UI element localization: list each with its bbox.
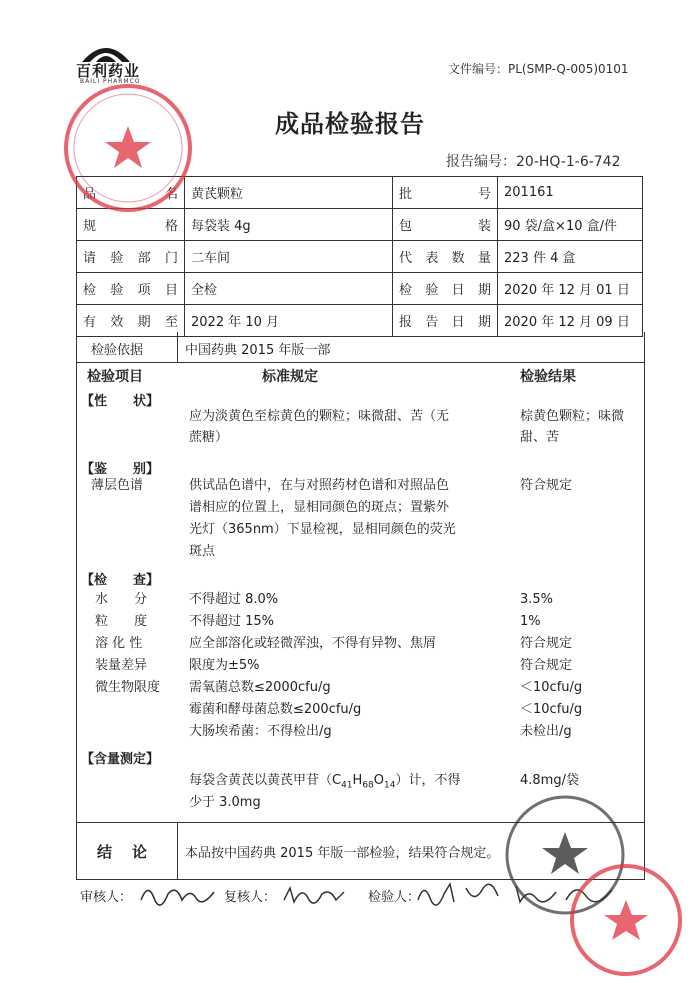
check-item-name: 水 分 (95, 592, 148, 607)
section-content: 【含量测定】 (81, 752, 160, 767)
dept-value: 二车间 (185, 241, 393, 273)
check-item-standard: 限度为±5% (189, 658, 260, 673)
tlc-standard-line1: 供试品色谱中，在与对照药材色谱和对照品色 (189, 478, 450, 493)
expiry-value: 2022 年 10 月 (185, 305, 393, 337)
assay-text: 每袋含黄芪以黄芪甲苷（C (189, 773, 342, 788)
check-item-name: 粒 度 (95, 614, 148, 629)
check-item-name: 微生物限度 (95, 680, 161, 695)
inspector-label: 检验人： (368, 890, 421, 905)
assay-subscript: 14 (384, 780, 396, 791)
pharmacist-seal-icon (566, 860, 686, 980)
assay-standard-line2: 少于 3.0mg (189, 795, 261, 810)
package-label: 包 装 (393, 209, 498, 241)
dept-label: 请验部门 (77, 241, 185, 273)
basis-row (76, 332, 645, 363)
assay-subscript: 68 (362, 780, 374, 791)
table-row (77, 273, 643, 305)
check-item-standard: 应全部溶化或轻微浑浊，不得有异物、焦屑 (189, 636, 437, 651)
conclusion-text: 本品按中国药典 2015 年版一部检验，结果符合规定。 (185, 846, 500, 861)
test-date-value: 2020 年 12 月 01 日 (498, 273, 643, 305)
report-date-value: 2020 年 12 月 09 日 (498, 305, 643, 337)
assay-result: 4.8mg/袋 (520, 773, 579, 788)
basis-label: 检验依据 (91, 343, 144, 358)
check-item-standard: 大肠埃希菌：不得检出/g (189, 724, 332, 739)
section-check: 【检 查】 (81, 573, 160, 588)
check-item-name: 装量差异 (95, 658, 148, 673)
batch-label: 批 号 (393, 177, 498, 209)
check-item-result: ＜10cfu/g (520, 680, 583, 695)
appearance-standard-line1: 应为淡黄色至棕黄色的颗粒；味微甜、苦（无 (189, 409, 450, 424)
report-date-label: 报告日期 (393, 305, 498, 337)
check-item-result: 符合规定 (520, 636, 573, 651)
reviewer-label: 审核人： (80, 890, 133, 905)
check-item-result: 1% (520, 614, 541, 629)
check-item-standard: 不得超过 8.0% (189, 592, 279, 607)
test-date-label: 检验日期 (393, 273, 498, 305)
company-name: 百利药业 (76, 62, 141, 80)
check-item-standard: 不得超过 15% (189, 614, 275, 629)
basis-value: 中国药典 2015 年版一部 (185, 343, 331, 358)
qty-label: 代表数量 (393, 241, 498, 273)
divider (177, 823, 178, 879)
tlc-name: 薄层色谱 (91, 478, 144, 493)
appearance-result-line2: 甜、苦 (520, 430, 560, 445)
header-item: 检验项目 (87, 369, 143, 385)
item-label: 检验项目 (77, 273, 185, 305)
logo-mark-icon (76, 40, 136, 62)
recheck-signature (282, 882, 346, 912)
conclusion-label: 结论 (97, 843, 168, 861)
check-item-result: 3.5% (520, 592, 554, 607)
report-number: 报告编号：20-HQ-1-6-742 (446, 154, 621, 170)
product-label: 品 名 (77, 177, 185, 209)
results-section (76, 362, 645, 822)
product-value: 黄芪颗粒 (185, 177, 393, 209)
tlc-standard-line2: 谱相应的位置上，显相同颜色的斑点；置紫外 (189, 500, 450, 515)
assay-subscript: 41 (341, 780, 353, 791)
reviewer-signature (138, 880, 218, 912)
header-result: 检验结果 (520, 369, 576, 385)
assay-text: H (352, 773, 363, 788)
header-standard: 标准规定 (262, 369, 318, 385)
check-item-standard: 霉菌和酵母菌总数≤200cfu/g (189, 702, 362, 717)
expiry-label: 有效期至 (77, 305, 185, 337)
package-value: 90 袋/盒×10 盒/件 (498, 209, 643, 241)
section-identification: 【鉴 别】 (81, 462, 160, 477)
table-row (77, 241, 643, 273)
check-item-result: ＜10cfu/g (520, 702, 583, 717)
tlc-standard-line4: 斑点 (189, 544, 216, 559)
assay-text: ）计，不得 (395, 773, 461, 788)
batch-value: 201161 (498, 177, 643, 209)
qty-value: 223 件 4 盒 (498, 241, 643, 273)
divider (177, 332, 178, 362)
appearance-result-line1: 棕黄色颗粒；味微 (520, 409, 625, 424)
item-value: 全检 (185, 273, 393, 305)
recheck-label: 复核人： (224, 890, 277, 905)
section-appearance: 【性 状】 (81, 394, 160, 409)
company-seal-icon (58, 78, 198, 218)
spec-label: 规 格 (77, 209, 185, 241)
appearance-standard-line2: 蔗糖） (189, 430, 229, 445)
check-item-standard: 需氧菌总数≤2000cfu/g (189, 680, 331, 695)
spec-value: 每袋装 4g (185, 209, 393, 241)
tlc-standard-line3: 光灯（365nm）下显检视，显相同颜色的荧光 (189, 522, 456, 537)
company-name-en: BAILI PHARMCO (80, 78, 141, 85)
check-item-result: 未检出/g (520, 724, 572, 739)
check-item-result: 符合规定 (520, 658, 573, 673)
assay-text: O (373, 773, 384, 788)
page-title: 成品检验报告 (275, 110, 425, 138)
check-item-name: 溶 化 性 (95, 636, 143, 651)
tlc-result: 符合规定 (520, 478, 573, 493)
document-number: 文件编号：PL(SMP-Q-005)0101 (448, 62, 629, 76)
